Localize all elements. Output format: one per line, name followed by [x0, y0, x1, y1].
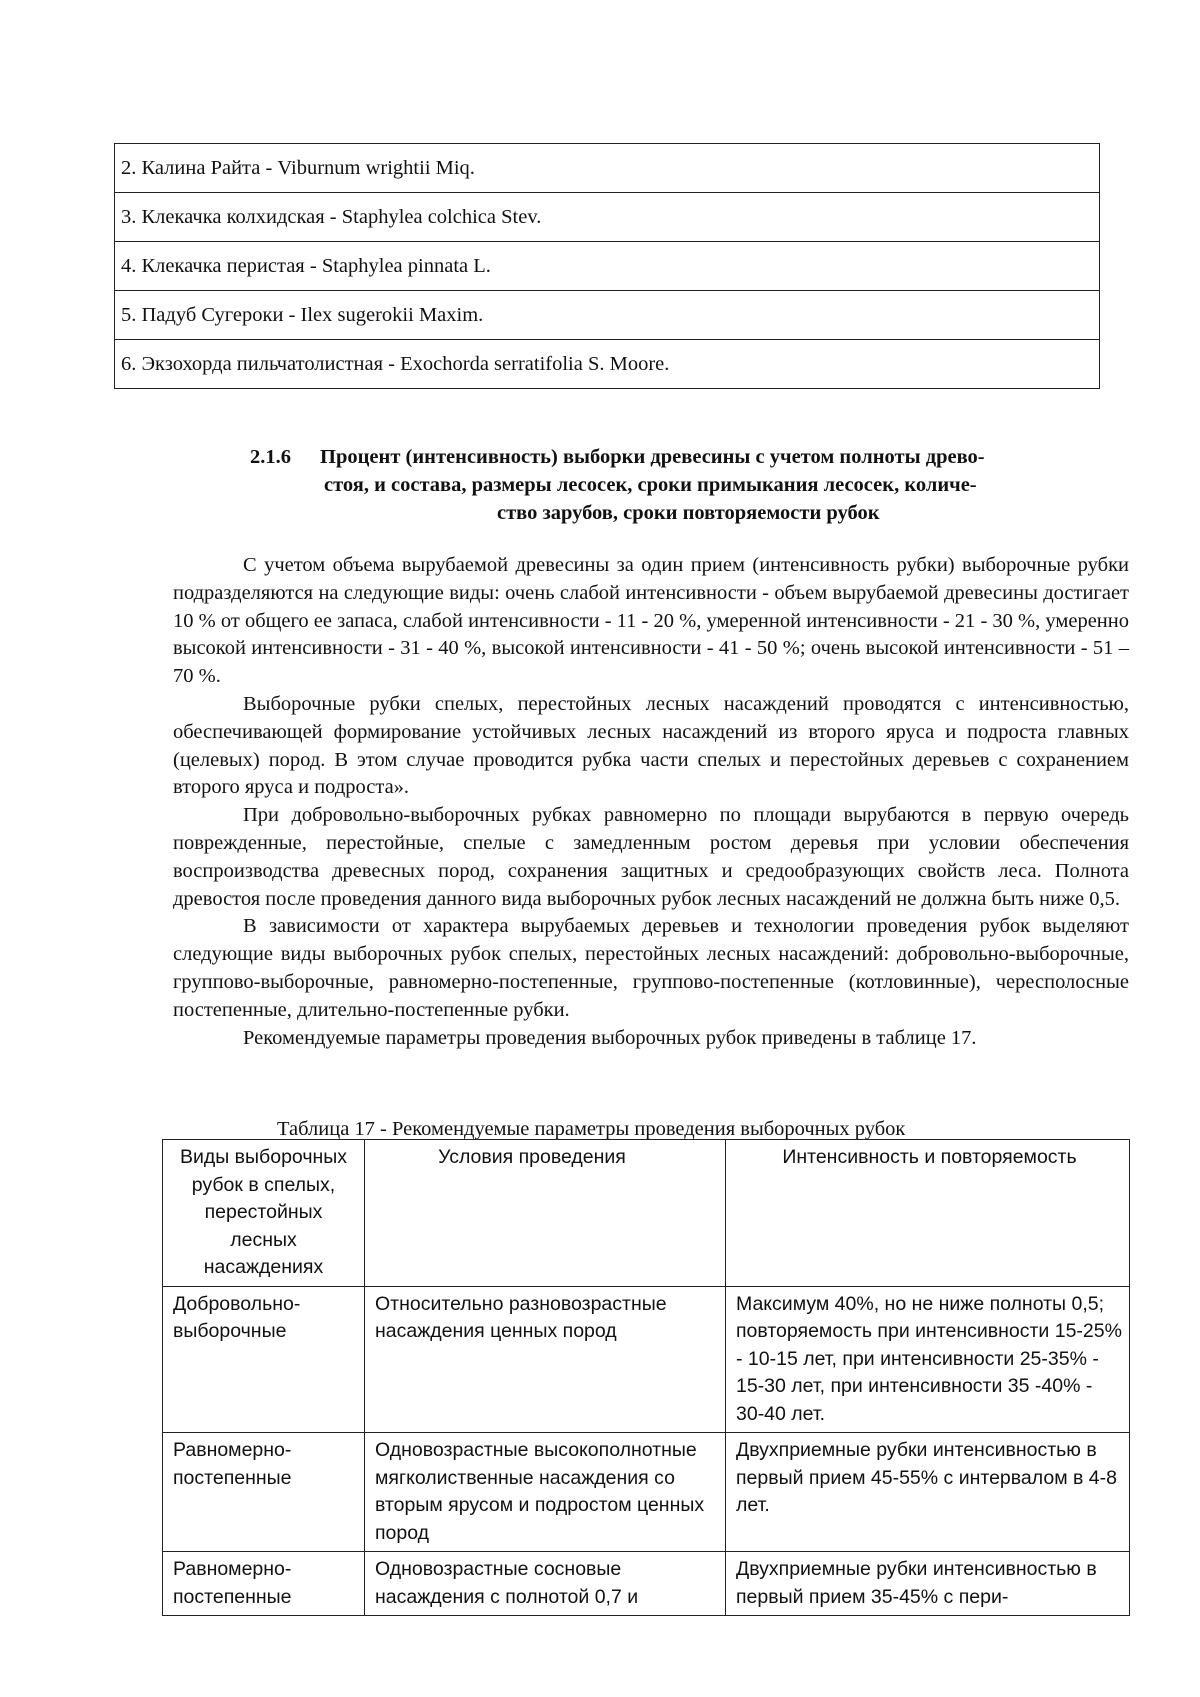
column-header: Виды выборочных рубок в спелых, перестойных лесных насаждениях: [163, 1140, 365, 1287]
section-title-line: ство зарубов, сроки повторяемости рубок: [497, 502, 880, 524]
paragraph: В зависимости от характера вырубаемых деревьев и технологии проведения рубок выделяют следующие виды выборочных рубок спелых, перестойных лесных насаждений: добровольно-выборочные, группово-выборочные, равномерно-постепенные, группово-постепенные (котловинные), чересполосные постепенные, длительно-постепенные рубки.: [173, 915, 1129, 1021]
table-cell: Добровольно-выборочные: [163, 1286, 365, 1433]
table-cell: Равномерно-постепенные: [163, 1552, 365, 1616]
section-title-line: Процент (интенсивность) выборки древесины с учетом полноты древо-: [320, 446, 985, 468]
table-row: [115, 340, 1100, 389]
species-cell: 2. Калина Райта - Viburnum wrightii Miq.: [115, 144, 1100, 193]
species-cell: 6. Экзохорда пильчатолистная - Exochorda serratifolia S. Moore.: [115, 340, 1100, 389]
table-cell: Относительно разновозрастные насаждения ценных пород: [365, 1286, 726, 1433]
species-cell: 4. Клекачка перистая - Staphylea pinnata L.: [115, 242, 1100, 291]
table-cell: Двухприемные рубки интенсивностью в первый прием 45-55% с интервалом в 4-8 лет.: [726, 1433, 1130, 1552]
species-cell: 3. Клекачка колхидская - Staphylea colchica Stev.: [115, 193, 1100, 242]
section-number: 2.1.6: [250, 446, 291, 468]
table-row: [115, 144, 1100, 193]
table-row: [115, 242, 1100, 291]
paragraph: При добровольно-выборочных рубках равномерно по площади вырубаются в первую очередь поврежденные, перестойные, спелые с замедленным ростом деревья при условии обеспечения воспроизводства древесных пород, сохранения защитных и средообразующих свойств леса. Полнота древостоя после проведения данного вида выборочных рубок лесных насаждений не должна быть ниже 0,5.: [173, 804, 1129, 910]
paragraph: Выборочные рубки спелых, перестойных лесных насаждений проводятся с интенсивностью, обеспечивающей формирование устойчивых лесных насаждений из второго яруса и подроста главных (целевых) пород. В этом случае проводится рубка части спелых и перестойных деревьев с сохранением второго яруса и подроста».: [173, 692, 1129, 799]
table-row: [115, 193, 1100, 242]
table-row: [163, 1552, 1130, 1616]
table-cell: Одновозрастные высокополнотные мягколиственные насаждения со вторым ярусом и подростом ценных пород: [365, 1433, 726, 1552]
table-caption: Таблица 17 - Рекомендуемые параметры проведения выборочных рубок: [277, 1118, 906, 1140]
column-header: Условия проведения: [365, 1140, 726, 1287]
species-table: [114, 143, 1100, 389]
paragraph: Рекомендуемые параметры проведения выборочных рубок приведены в таблице 17.: [243, 1026, 977, 1049]
species-cell: 5. Падуб Сугероки - Ilex sugerokii Maxim.: [115, 291, 1100, 340]
table-row: [163, 1286, 1130, 1433]
table-cell: Двухприемные рубки интенсивностью в первый прием 35-45% с пери-: [726, 1552, 1130, 1616]
parameters-table: [162, 1139, 1130, 1616]
table-cell: Равномерно-постепенные: [163, 1433, 365, 1552]
table-header-row: [163, 1140, 1130, 1287]
table-row: [115, 291, 1100, 340]
table-row: [163, 1433, 1130, 1552]
body-text: [173, 552, 1129, 1052]
section-title-line: стоя, и состава, размеры лесосек, сроки примыкания лесосек, количе-: [324, 474, 977, 496]
table-cell: Одновозрастные сосновые насаждения с полнотой 0,7 и: [365, 1552, 726, 1616]
table-cell: Максимум 40%, но не ниже полноты 0,5; повторяемость при интенсивности 15-25% - 10-15 лет, при интенсивности 25-35% - 15-30 лет, при интенсивности 35 -40% - 30-40 лет.: [726, 1286, 1130, 1433]
paragraph: С учетом объема вырубаемой древесины за один прием (интенсивность рубки) выборочные рубки подразделяются на следующие виды: очень слабой интенсивности - объем вырубаемой древесины достигает 10 % от общего ее запаса, слабой интенсивности - 11 - 20 %, умеренной интенсивности - 21 - 30 %, умеренно высокой интенсивности - 31 - 40 %, высокой интенсивности - 41 - 50 %; очень высокой интенсивности - 51 – 70 %.: [173, 554, 1129, 688]
column-header: Интенсивность и повторяемость: [726, 1140, 1130, 1287]
